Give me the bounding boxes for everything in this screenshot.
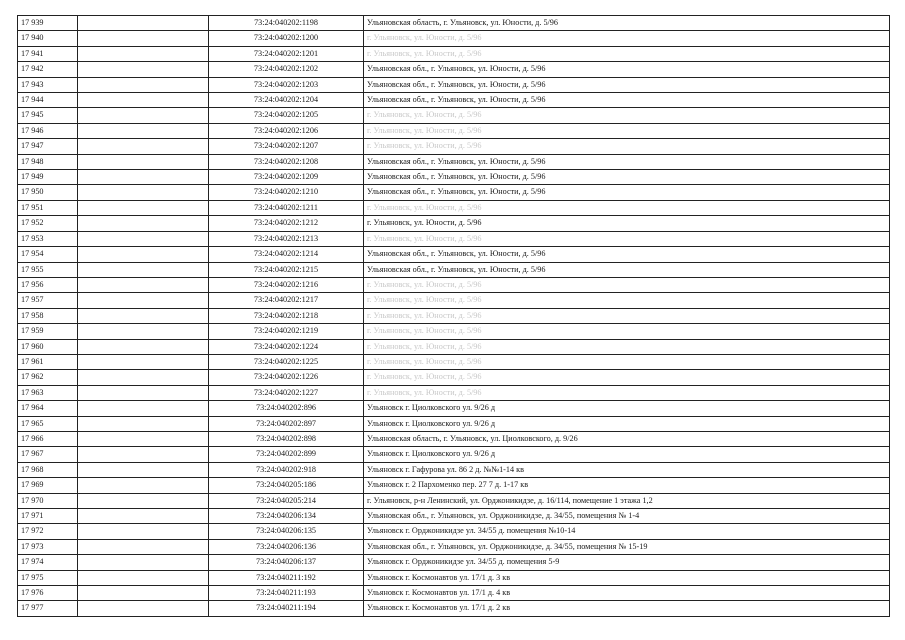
row-number-cell: 17 969: [18, 478, 78, 493]
cadastral-number-cell: 73:24:040202:1227: [209, 385, 364, 400]
address-cell: Ульяновская обл., г. Ульяновск, ул. Юности, д. 5/96: [364, 154, 890, 169]
table-row: [18, 601, 890, 616]
empty-cell: [78, 431, 209, 446]
row-number-cell: 17 968: [18, 462, 78, 477]
cadastral-number-cell: 73:24:040202:918: [209, 462, 364, 477]
address-cell: Ульяновск г. Космонавтов ул. 17/1 д. 2 кв: [364, 601, 890, 616]
table-row: [18, 339, 890, 354]
row-number-cell: 17 945: [18, 108, 78, 123]
empty-cell: [78, 478, 209, 493]
row-number-cell: 17 953: [18, 231, 78, 246]
empty-cell: [78, 16, 209, 31]
row-number-cell: 17 940: [18, 31, 78, 46]
cadastral-number-cell: 73:24:040202:1219: [209, 324, 364, 339]
row-number-cell: 17 976: [18, 586, 78, 601]
table-row: [18, 185, 890, 200]
empty-cell: [78, 385, 209, 400]
table-row: [18, 570, 890, 585]
table-row: [18, 123, 890, 138]
cadastral-number-cell: 73:24:040211:194: [209, 601, 364, 616]
empty-cell: [78, 231, 209, 246]
cadastral-number-cell: 73:24:040202:1211: [209, 200, 364, 215]
table-row: [18, 524, 890, 539]
table-row: [18, 416, 890, 431]
empty-cell: [78, 185, 209, 200]
empty-cell: [78, 462, 209, 477]
cadastral-number-cell: 73:24:040202:1224: [209, 339, 364, 354]
cadastral-number-cell: 73:24:040211:192: [209, 570, 364, 585]
row-number-cell: 17 970: [18, 493, 78, 508]
table-row: [18, 277, 890, 292]
empty-cell: [78, 139, 209, 154]
register-table-body: [18, 16, 890, 617]
address-cell: Ульяновская обл., г. Ульяновск, ул. Юности, д. 5/96: [364, 62, 890, 77]
cadastral-number-cell: 73:24:040202:1203: [209, 77, 364, 92]
row-number-cell: 17 943: [18, 77, 78, 92]
table-row: [18, 370, 890, 385]
empty-cell: [78, 416, 209, 431]
row-number-cell: 17 939: [18, 16, 78, 31]
address-cell: г. Ульяновск, ул. Юности, д. 5/96: [364, 293, 890, 308]
table-row: [18, 539, 890, 554]
empty-cell: [78, 216, 209, 231]
table-row: [18, 447, 890, 462]
empty-cell: [78, 77, 209, 92]
address-cell: г. Ульяновск, ул. Юности, д. 5/96: [364, 324, 890, 339]
row-number-cell: 17 964: [18, 401, 78, 416]
cadastral-number-cell: 73:24:040202:898: [209, 431, 364, 446]
table-row: [18, 308, 890, 323]
empty-cell: [78, 601, 209, 616]
table-row: [18, 231, 890, 246]
cadastral-number-cell: 73:24:040202:1201: [209, 46, 364, 61]
table-row: [18, 478, 890, 493]
address-cell: г. Ульяновск, р-н Ленинский, ул. Орджоникидзе, д. 16/114, помещение 1 этажа 1,2: [364, 493, 890, 508]
cadastral-number-cell: 73:24:040202:1226: [209, 370, 364, 385]
cadastral-number-cell: 73:24:040202:1209: [209, 170, 364, 185]
empty-cell: [78, 277, 209, 292]
address-cell: Ульяновская обл., г. Ульяновск, ул. Орджоникидзе, д. 34/55, помещения № 15-19: [364, 539, 890, 554]
cadastral-number-cell: 73:24:040202:1212: [209, 216, 364, 231]
table-row: [18, 154, 890, 169]
cadastral-number-cell: 73:24:040202:896: [209, 401, 364, 416]
empty-cell: [78, 293, 209, 308]
row-number-cell: 17 967: [18, 447, 78, 462]
row-number-cell: 17 963: [18, 385, 78, 400]
address-cell: Ульяновск г. Орджоникидзе ул. 34/55 д. помещения №10-14: [364, 524, 890, 539]
address-cell: г. Ульяновск, ул. Юности, д. 5/96: [364, 139, 890, 154]
cadastral-number-cell: 73:24:040202:1215: [209, 262, 364, 277]
empty-cell: [78, 555, 209, 570]
empty-cell: [78, 339, 209, 354]
address-cell: г. Ульяновск, ул. Юности, д. 5/96: [364, 231, 890, 246]
table-row: [18, 354, 890, 369]
address-cell: г. Ульяновск, ул. Юности, д. 5/96: [364, 123, 890, 138]
table-row: [18, 247, 890, 262]
address-cell: Ульяновск г. Орджоникидзе ул. 34/55 д. помещения 5-9: [364, 555, 890, 570]
row-number-cell: 17 977: [18, 601, 78, 616]
address-cell: Ульяновская область, г. Ульяновск, ул. Юности, д. 5/96: [364, 16, 890, 31]
address-cell: г. Ульяновск, ул. Юности, д. 5/96: [364, 31, 890, 46]
row-number-cell: 17 974: [18, 555, 78, 570]
row-number-cell: 17 947: [18, 139, 78, 154]
address-cell: г. Ульяновск, ул. Юности, д. 5/96: [364, 354, 890, 369]
empty-cell: [78, 539, 209, 554]
empty-cell: [78, 31, 209, 46]
cadastral-number-cell: 73:24:040202:1214: [209, 247, 364, 262]
table-row: [18, 62, 890, 77]
empty-cell: [78, 46, 209, 61]
empty-cell: [78, 170, 209, 185]
cadastral-number-cell: 73:24:040202:1213: [209, 231, 364, 246]
row-number-cell: 17 959: [18, 324, 78, 339]
row-number-cell: 17 946: [18, 123, 78, 138]
table-row: [18, 555, 890, 570]
empty-cell: [78, 586, 209, 601]
row-number-cell: 17 971: [18, 509, 78, 524]
table-row: [18, 31, 890, 46]
empty-cell: [78, 123, 209, 138]
address-cell: Ульяновск г. Циолковского ул. 9/26 д: [364, 447, 890, 462]
row-number-cell: 17 962: [18, 370, 78, 385]
row-number-cell: 17 958: [18, 308, 78, 323]
address-cell: г. Ульяновск, ул. Юности, д. 5/96: [364, 46, 890, 61]
empty-cell: [78, 308, 209, 323]
table-row: [18, 586, 890, 601]
empty-cell: [78, 154, 209, 169]
empty-cell: [78, 200, 209, 215]
table-row: [18, 93, 890, 108]
table-row: [18, 108, 890, 123]
row-number-cell: 17 957: [18, 293, 78, 308]
table-row: [18, 139, 890, 154]
row-number-cell: 17 950: [18, 185, 78, 200]
row-number-cell: 17 961: [18, 354, 78, 369]
cadastral-number-cell: 73:24:040202:1217: [209, 293, 364, 308]
cadastral-number-cell: 73:24:040202:1205: [209, 108, 364, 123]
table-row: [18, 462, 890, 477]
empty-cell: [78, 108, 209, 123]
row-number-cell: 17 965: [18, 416, 78, 431]
row-number-cell: 17 973: [18, 539, 78, 554]
cadastral-number-cell: 73:24:040202:897: [209, 416, 364, 431]
address-cell: Ульяновская обл., г. Ульяновск, ул. Юности, д. 5/96: [364, 262, 890, 277]
table-row: [18, 324, 890, 339]
empty-cell: [78, 93, 209, 108]
empty-cell: [78, 570, 209, 585]
address-cell: г. Ульяновск, ул. Юности, д. 5/96: [364, 385, 890, 400]
table-row: [18, 431, 890, 446]
table-row: [18, 16, 890, 31]
cadastral-number-cell: 73:24:040202:1225: [209, 354, 364, 369]
cadastral-number-cell: 73:24:040202:1207: [209, 139, 364, 154]
address-cell: Ульяновская область, г. Ульяновск, ул. Циолковского, д. 9/26: [364, 431, 890, 446]
cadastral-number-cell: 73:24:040205:186: [209, 478, 364, 493]
empty-cell: [78, 247, 209, 262]
table-row: [18, 493, 890, 508]
empty-cell: [78, 354, 209, 369]
cadastral-number-cell: 73:24:040202:1210: [209, 185, 364, 200]
row-number-cell: 17 966: [18, 431, 78, 446]
empty-cell: [78, 447, 209, 462]
table-row: [18, 216, 890, 231]
address-cell: г. Ульяновск, ул. Юности, д. 5/96: [364, 308, 890, 323]
cadastral-number-cell: 73:24:040206:137: [209, 555, 364, 570]
address-cell: Ульяновская обл., г. Ульяновск, ул. Орджоникидзе, д. 34/55, помещения № 1-4: [364, 509, 890, 524]
cadastral-number-cell: 73:24:040202:899: [209, 447, 364, 462]
register-table: [17, 15, 890, 617]
cadastral-number-cell: 73:24:040206:134: [209, 509, 364, 524]
cadastral-number-cell: 73:24:040211:193: [209, 586, 364, 601]
cadastral-number-cell: 73:24:040202:1202: [209, 62, 364, 77]
cadastral-number-cell: 73:24:040206:135: [209, 524, 364, 539]
address-cell: Ульяновская обл., г. Ульяновск, ул. Юности, д. 5/96: [364, 247, 890, 262]
empty-cell: [78, 62, 209, 77]
cadastral-number-cell: 73:24:040202:1216: [209, 277, 364, 292]
address-cell: Ульяновск г. Космонавтов ул. 17/1 д. 3 кв: [364, 570, 890, 585]
row-number-cell: 17 944: [18, 93, 78, 108]
row-number-cell: 17 954: [18, 247, 78, 262]
empty-cell: [78, 509, 209, 524]
table-row: [18, 77, 890, 92]
address-cell: Ульяновская обл., г. Ульяновск, ул. Юности, д. 5/96: [364, 185, 890, 200]
table-row: [18, 385, 890, 400]
row-number-cell: 17 972: [18, 524, 78, 539]
row-number-cell: 17 975: [18, 570, 78, 585]
empty-cell: [78, 524, 209, 539]
row-number-cell: 17 949: [18, 170, 78, 185]
table-row: [18, 401, 890, 416]
cadastral-number-cell: 73:24:040202:1204: [209, 93, 364, 108]
cadastral-number-cell: 73:24:040202:1198: [209, 16, 364, 31]
table-row: [18, 46, 890, 61]
address-cell: Ульяновск г. Космонавтов ул. 17/1 д. 4 кв: [364, 586, 890, 601]
address-cell: Ульяновская обл., г. Ульяновск, ул. Юности, д. 5/96: [364, 170, 890, 185]
empty-cell: [78, 262, 209, 277]
address-cell: г. Ульяновск, ул. Юности, д. 5/96: [364, 370, 890, 385]
empty-cell: [78, 493, 209, 508]
address-cell: г. Ульяновск, ул. Юности, д. 5/96: [364, 277, 890, 292]
row-number-cell: 17 952: [18, 216, 78, 231]
address-cell: г. Ульяновск, ул. Юности, д. 5/96: [364, 108, 890, 123]
table-row: [18, 200, 890, 215]
cadastral-number-cell: 73:24:040202:1208: [209, 154, 364, 169]
address-cell: Ульяновск г. Циолковского ул. 9/26 д: [364, 416, 890, 431]
row-number-cell: 17 941: [18, 46, 78, 61]
address-cell: Ульяновская обл., г. Ульяновск, ул. Юности, д. 5/96: [364, 77, 890, 92]
address-cell: Ульяновск г. 2 Пархоменко пер. 27 7 д. 1-17 кв: [364, 478, 890, 493]
address-cell: Ульяновская обл., г. Ульяновск, ул. Юности, д. 5/96: [364, 93, 890, 108]
cadastral-number-cell: 73:24:040202:1206: [209, 123, 364, 138]
row-number-cell: 17 955: [18, 262, 78, 277]
row-number-cell: 17 942: [18, 62, 78, 77]
empty-cell: [78, 324, 209, 339]
table-row: [18, 262, 890, 277]
address-cell: г. Ульяновск, ул. Юности, д. 5/96: [364, 216, 890, 231]
address-cell: Ульяновск г. Циолковского ул. 9/26 д: [364, 401, 890, 416]
table-row: [18, 509, 890, 524]
row-number-cell: 17 960: [18, 339, 78, 354]
row-number-cell: 17 951: [18, 200, 78, 215]
row-number-cell: 17 956: [18, 277, 78, 292]
cadastral-number-cell: 73:24:040206:136: [209, 539, 364, 554]
cadastral-number-cell: 73:24:040202:1218: [209, 308, 364, 323]
address-cell: г. Ульяновск, ул. Юности, д. 5/96: [364, 339, 890, 354]
cadastral-number-cell: 73:24:040202:1200: [209, 31, 364, 46]
empty-cell: [78, 401, 209, 416]
address-cell: Ульяновск г. Гафурова ул. 86 2 д. №№1-14 кв: [364, 462, 890, 477]
row-number-cell: 17 948: [18, 154, 78, 169]
table-row: [18, 293, 890, 308]
table-row: [18, 170, 890, 185]
cadastral-number-cell: 73:24:040205:214: [209, 493, 364, 508]
empty-cell: [78, 370, 209, 385]
address-cell: г. Ульяновск, ул. Юности, д. 5/96: [364, 200, 890, 215]
